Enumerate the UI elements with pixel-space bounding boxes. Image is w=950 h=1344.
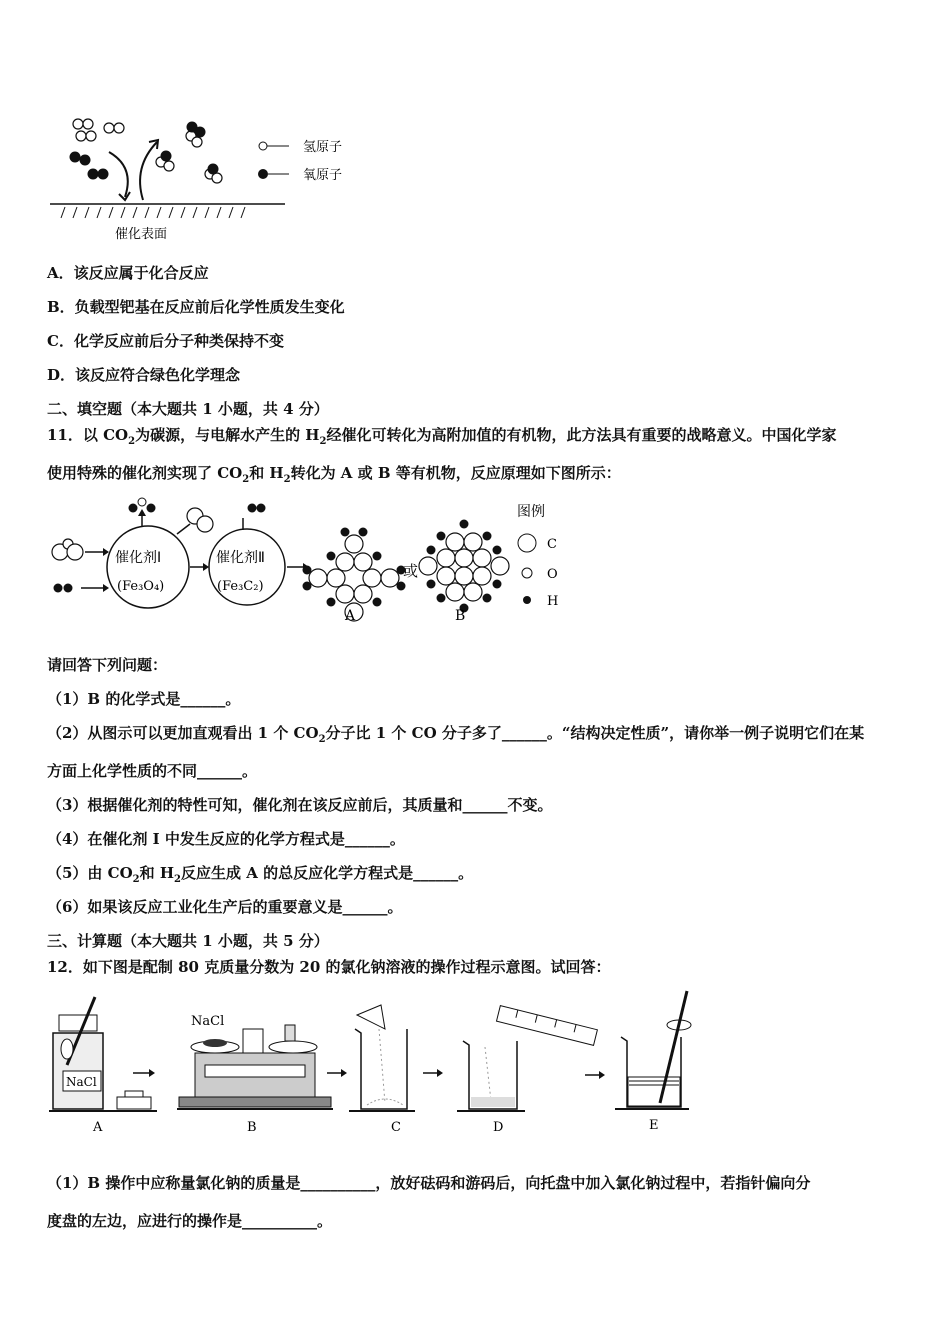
q12-part1-line2: 度盘的左边，应进行的操作是__________。 — [47, 1212, 333, 1230]
option-b: B．负载型钯基在反应前后化学性质发生变化 — [47, 298, 345, 316]
label-b: B — [247, 1120, 257, 1135]
beaker-c — [349, 1005, 415, 1111]
legend-c: C — [547, 537, 557, 552]
catalyst1-formula: (Fe₃O₄) — [117, 579, 165, 594]
q11-part5: （5）由 $CO_2$和 $H_2$反应生成 A 的总反应化学方程式是______。 — [47, 864, 474, 885]
legend-h: H — [547, 594, 559, 609]
section2-heading: 二、填空题（本大题共 1 小题，共 4 分） — [47, 400, 329, 418]
beaker-d — [457, 1006, 597, 1111]
label-e: E — [649, 1118, 659, 1133]
molecule-b — [419, 520, 509, 613]
nacl-bottle-label: NaCl — [66, 1075, 97, 1089]
q11-part4: （4）在催化剂 I 中发生反应的化学方程式是______。 — [47, 830, 405, 848]
or-text: 或 — [403, 562, 419, 580]
q11-part2-line2: 方面上化学性质的不同______。 — [47, 762, 258, 780]
surface-label: 催化表面 — [115, 227, 168, 242]
catalyst2-formula: (Fe₃C₂) — [217, 579, 264, 594]
label-c: C — [391, 1120, 401, 1135]
q11-part2-line1: （2）从图示可以更加直观看出 1 个 $CO_2$分子比 1 个 CO 分子多了______。“结构决定性质”，请你举一例子说明它们在某 — [47, 724, 865, 745]
catalyst1-name: 催化剂Ⅰ — [115, 550, 162, 566]
q11-prompt: 请回答下列问题： — [47, 656, 168, 674]
molecule-a — [303, 528, 406, 622]
option-a: A．该反应属于化合反应 — [47, 264, 209, 282]
section3-heading: 三、计算题（本大题共 1 小题，共 5 分） — [47, 932, 329, 950]
q12-part1-line1: （1）B 操作中应称量氯化钠的质量是__________，放好砝码和游码后，向托盘中加入氯化钠过程中，若指针偏向分 — [47, 1174, 811, 1192]
catalyst2-name: 催化剂Ⅱ — [216, 550, 265, 566]
catalyst-reaction-figure — [45, 494, 585, 630]
solution-preparation-figure — [45, 985, 725, 1137]
q11-part6: （6）如果该反应工业化生产后的重要意义是______。 — [47, 898, 403, 916]
option-c: C．化学反应前后分子种类保持不变 — [47, 332, 284, 350]
beaker-e — [615, 991, 691, 1109]
option-d: D．该反应符合绿色化学理念 — [47, 366, 241, 384]
catalytic-surface-figure — [45, 112, 365, 244]
q11-part3: （3）根据催化剂的特性可知，催化剂在该反应前后，其质量和______不变。 — [47, 796, 553, 814]
label-b: B — [455, 608, 466, 624]
q11-stem-line1: 11．以 $CO_2$为碳源，与电解水产生的 $H_2$经催化可转化为高附加值的有机物，此方法具有重要的战略意义。中国化学家 — [47, 426, 837, 447]
legend-o: O — [547, 567, 558, 582]
label-a: A — [93, 1120, 103, 1135]
balance — [177, 1014, 333, 1109]
q12-stem: 12．如下图是配制 80 克质量分数为 20 的氯化钠溶液的操作过程示意图。试回答： — [47, 958, 611, 976]
label-d: D — [493, 1120, 504, 1135]
legend-oxygen-atom: 氧原子 — [303, 168, 343, 183]
reagent-bottle — [49, 997, 157, 1111]
legend-hydrogen-atom: 氢原子 — [303, 140, 343, 155]
q11-stem-line2: 使用特殊的催化剂实现了 $CO_2$和 $H_2$转化为 A 或 B 等有机物，反应原理如下图所示： — [47, 464, 621, 485]
legend-title: 图例 — [517, 504, 545, 520]
nacl-balance-label: NaCl — [191, 1014, 225, 1029]
label-a: A — [345, 608, 356, 624]
q11-part1: （1）B 的化学式是______。 — [47, 690, 241, 708]
